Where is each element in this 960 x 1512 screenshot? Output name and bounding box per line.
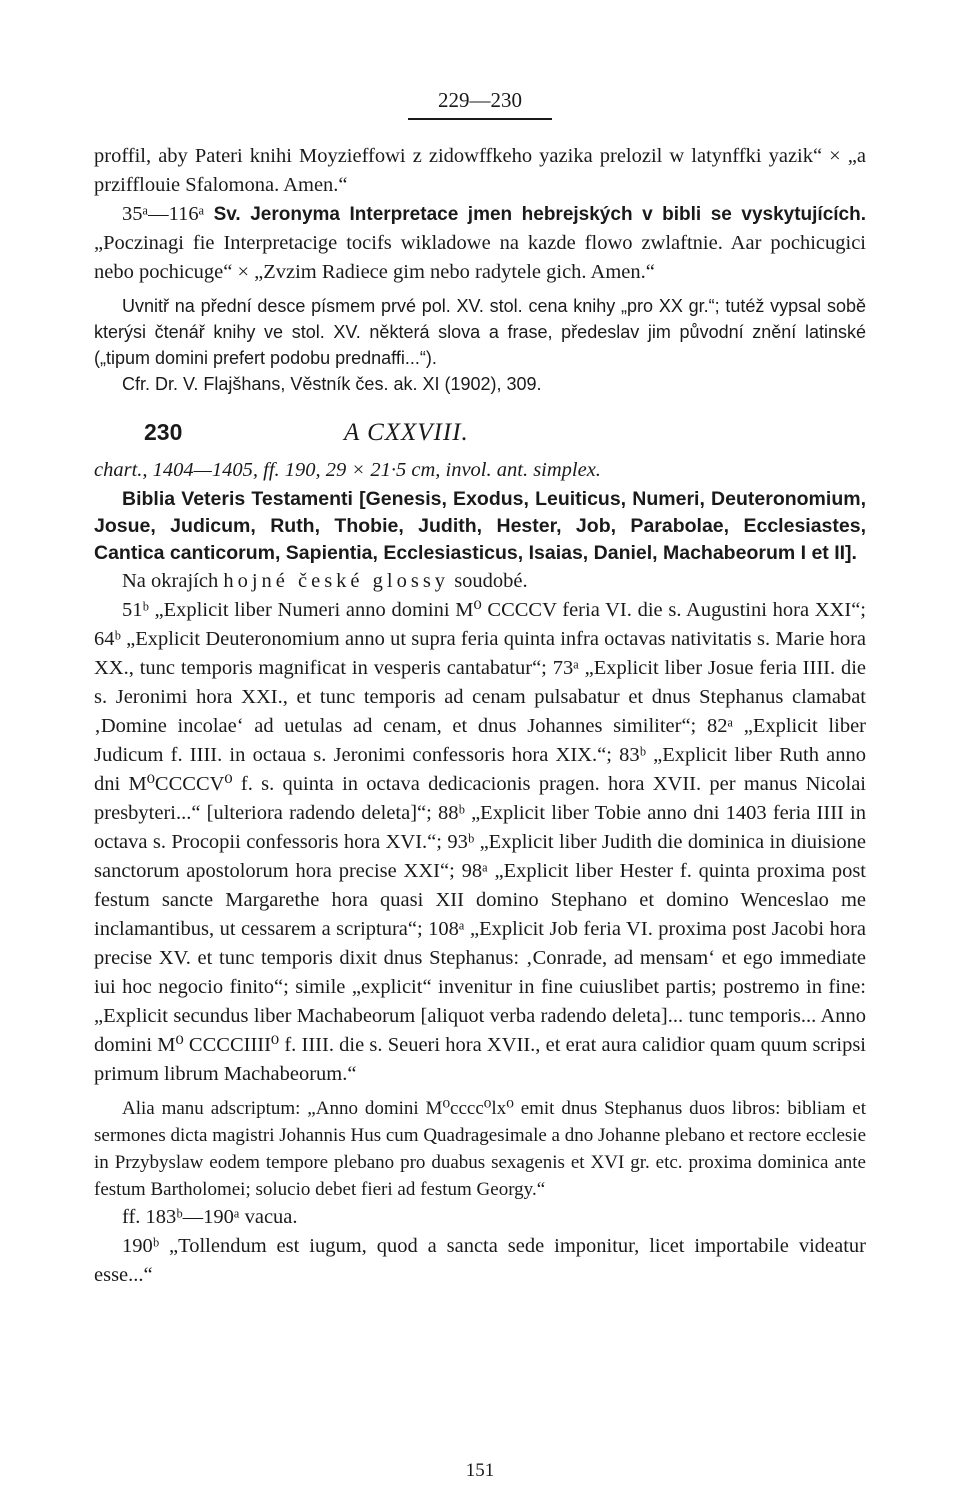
page-number: 151 (465, 1460, 495, 1481)
explicits-paragraph: 51ᵇ „Explicit liber Numeri anno domini M⁰ CCCCV feria VI. die s. Augustini hora XXI“; 64ᵇ „Explicit Deuteronomium anno ut supra feria quinta infra octavas nativitatis s. Marie hora XX., tunc temporis magnificat in vesperis cantabatur“; 73ᵃ „Explicit liber Josue feria IIII. die s. Jeronimi hora XXI., et tunc temporis ad cenam pulsabatur et dnus Stephanus clamabat ‚Domine incolae‘ ad uetulas ad cenam, et dnus Johannes similiter“; 82ᵃ „Explicit liber Judicum f. IIII. in octaua s. Jeronimi confessoris hora XIX.“; 83ᵇ „Explicit liber Ruth anno dni M⁰CCCCV⁰ f. s. quinta in octava dedicacionis pragen. hora XVII. per manus Nicolai presbyteri...“ [ulteriora radendo deleta]“; 88ᵇ „Explicit liber Tobie anno dni 1403 feria IIII in octava s. Procopii confessoris hora XVI.“; 93ᵇ „Explicit liber Judith die dominica in diuisione sanctorum apostolorum hora precise XXI“; 98ᵃ „Explicit liber Hester f. quinta proxima post festum sancte Margarethe hora quasi XII domino Stephano et domino Wenceslao me inclamantibus, ut cessarem a scriptura“; 108ᵃ „Explicit Job feria VI. proxima post Jacobi hora precise XV. et tunc temporis dixit dnus Stephanus: ‚Conrade, ad mensam‘ et ego immediate iui hoc negocio finito“; simile „explicit“ invenitur in fine cuiuslibet partis; postremo in fine: „Explicit secundus liber Machabeorum [aliquot verba radendo deleta]... tunc temporis... Anno domini M⁰ CCCCIIII⁰ f. IIII. die s. Seueri hora XVII., et erat aura calidior quam quum scripsi primum librum Machabeorum.“ (94, 599, 866, 1085)
entry-number: 230 (144, 419, 183, 445)
entry-229-continuation: proffil, aby Pateri knihi Moyzieffowi z zidowffkeho yazika prelozil w latynffki yazik“ × „a przifflouie Sfalomona. Amen.“ (94, 145, 866, 196)
item-title: Sv. Jeronyma Interpretace jmen hebrejských v bibli se vyskytujících. (213, 204, 867, 225)
running-head: 229—230 (94, 88, 866, 120)
entry-230-heading (94, 419, 866, 447)
entry-title: Biblia Veteris Testamenti [Genesis, Exodus, Leuiticus, Numeri, Deuteronomium, Josue, Judicum, Ruth, Thobie, Judith, Hester, Job, Parabolae, Ecclesiastes, Cantica canticorum, Sapientia, Ecclesiasticus, Isaias, Daniel, Machabeorum I et II]. (94, 488, 866, 564)
entry-229-cfr: Cfr. Dr. V. Flajšhans, Věstník čes. ak. XI (1902), 309. (122, 374, 542, 394)
folio-ref: 35ᵃ—116ᵃ (122, 203, 205, 225)
physical-description: chart., 1404—1405, ff. 190, 29 × 21·5 cm, invol. ant. simplex. (94, 459, 601, 481)
vacua-note: ff. 183ᵇ—190ᵃ vacua. (122, 1206, 298, 1228)
alia-manu-paragraph: Alia manu adscriptum: „Anno domini M⁰cccc⁰lx⁰ emit dnus Stephanus duos libros: bibliam et sermones dicta magistri Johannis Hus cum Quadragesimale a dno Johanne plebano et rectore ecclesie in Przybyslaw eodem tempore plebano pro duabus sexagenis et XVI gr. etc. proxima dominica ante festum Bartholomei; solucio debet fieri ad festum Georgy.“ (94, 1098, 866, 1200)
glossy-note: Na okrajích hojné české glossy soudobé. (122, 570, 528, 592)
final-note: 190ᵇ „Tollendum est iugum, quod a sancta sede imponitur, licet importabile videatur esse...“ (94, 1235, 866, 1286)
item-text: „Poczinagi fie Interpretacige tocifs wikladowe na kazde flowo zwlaftnie. Aar pochicugici nebo pochicuge“ × „Zvzim Radiece gim nebo radytele gich. Amen.“ (94, 232, 866, 283)
entry-signature: A CXXVIII. (344, 419, 469, 446)
entry-229-item (94, 200, 866, 287)
page-content (94, 88, 866, 1290)
entry-229-note: Uvnitř na přední desce písmem prvé pol. XV. stol. cena knihy „pro XX gr.“; tutéž vypsal sobě kterýsi čtenář knihy ve stol. XV. některá slova a frase, předeslav jim původní znění latinské („tipum domini prefert podobu prednaffi...“). (94, 296, 866, 368)
